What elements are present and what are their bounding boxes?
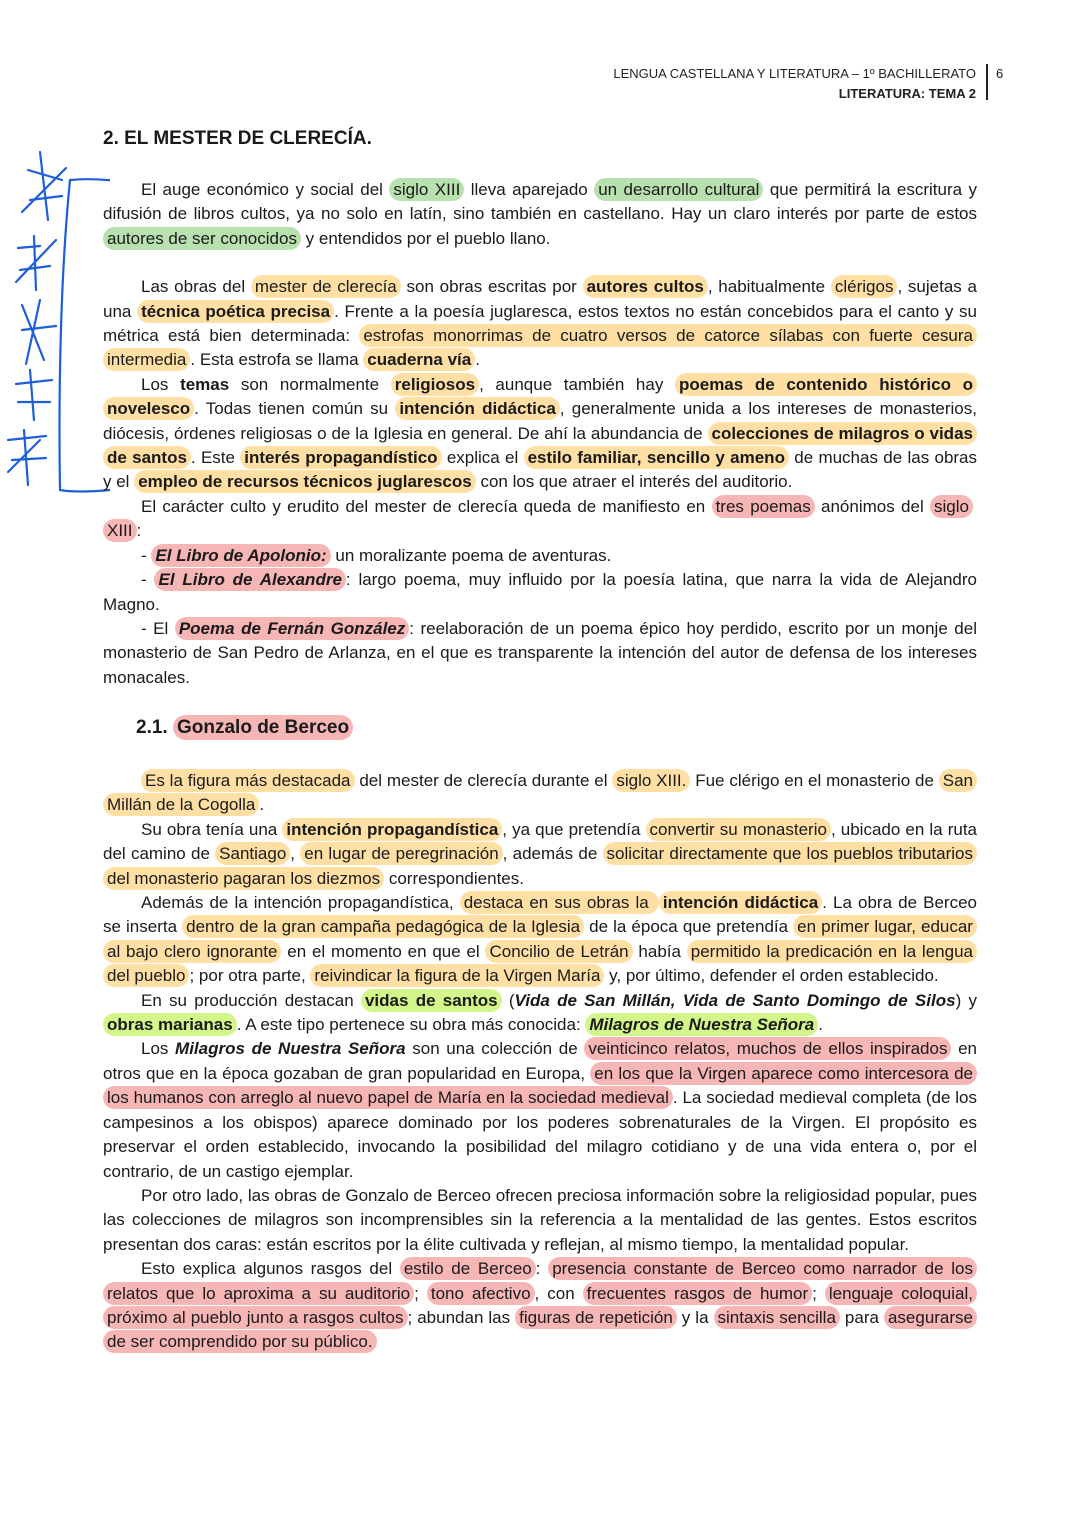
list-item: - El Libro de Alexandre : largo poema, muy influido por la poesía latina, que narra la vida de Alejandro Magno. [103, 570, 978, 614]
paragraph: El carácter culto y erudito del mester de clerecía queda de manifiesto en tres poemas anónimos del siglo XIII : [103, 495, 977, 544]
header-divider [986, 64, 988, 100]
paragraph: Por otro lado, las obras de Gonzalo de Berceo ofrecen preciosa información sobre la religiosidad popular, pues las colecciones de milagros son incomprensibles sin la referencia a la mentalidad de las gentes. Estos escritos presentan dos caras: están escritos por la élite cultivada y reflejan, al mismo tiempo, la mentalidad popular. [103, 1185, 977, 1254]
section-title: 2. EL MESTER DE CLERECÍA. [103, 128, 372, 149]
pen-annotation-icon [0, 140, 110, 500]
paragraph: En su producción destacan vidas de santos (Vida de San Millán, Vida de Santo Domingo de Silos) y obras marianas . A este tipo pertenece su obra más conocida: Milagros de Nuestra Señora . [103, 989, 977, 1038]
paragraph: Su obra tenía una intención propagandística , ya que pretendía convertir su monasterio , ubicado en la ruta del camino de Santiago , en lugar de peregrinación , además de solicitar directamente que los pueblos tributarios del monasterio pagaran los diezmos correspondientes. [103, 819, 978, 888]
paragraph: Es la figura más destacada del mester de clerecía durante el siglo XIII. Fue clérigo en el monasterio de San Millán de la Cogolla . [103, 769, 977, 818]
list-item: - El Poema de Fernán González : reelaboración de un poema épico hoy perdido, escrito por un monje del monasterio de San Pedro de Arlanza, en el que es transparente la intención del autor de defensa de los intereses monacales. [103, 618, 977, 687]
paragraph: Los temas son normalmente religiosos , aunque también hay poemas de contenido histórico o novelesco . Todas tienen común su intención didáctica , generalmente unida a los intereses de monasterios, diócesis, órdenes religiosas o de la Iglesia en general. De ahí la abundancia de colecciones de milagros o vidas de santos . Este interés propagandístico explica el estilo familiar, sencillo y ameno de muchas de las obras y el empleo de recursos técnicos juglarescos con los que atraer el interés del auditorio. [103, 374, 978, 492]
paragraph: El auge económico y social del siglo XIII lleva aparejado un desarrollo cultural que permitirá la escritura y difusión de libros cultos, ya no solo en latín, sino también en castellano. Hay un claro interés por parte de estos autores de ser conocidos y entendidos por el pueblo llano. [103, 180, 977, 248]
paragraph: Además de la intención propagandística, destaca en sus obras la intención didáctica . La obra de Berceo se inserta dentro de la gran campaña pedagógica de la Iglesia de la época que pretendía en primer lugar, educar al bajo clero ignorante en el momento en que el Concilio de Letrán había permitido la predicación en la lengua del pueblo ; por otra parte, reivindicar la figura de la Virgen María y, por último, defender el orden establecido. [103, 893, 977, 986]
page-header [476, 64, 976, 104]
list-item: - El Libro de Apolonio: un moralizante poema de aventuras. [141, 545, 612, 565]
page-number: 6 [996, 66, 1004, 81]
paragraph: Las obras del mester de clerecía son obras escritas por autores cultos , habitualmente clérigos , sujetas a una técnica poética precisa . Frente a la poesía juglaresca, estos textos no están concebidos para el canto y su métrica está bien determinada: estrofas monorrimas de cuatro versos de catorce sílabas con fuerte cesura intermedia . Esta estrofa se llama cuaderna vía . [103, 277, 978, 370]
header-topic: LITERATURA: TEMA 2 [838, 86, 976, 101]
paragraph: Esto explica algunos rasgos del estilo de Berceo : presencia constante de Berceo como narrador de los relatos que lo aproxima a su auditorio ; tono afectivo , con frecuentes rasgos de humor ; lenguaje coloquial, próximo al pueblo junto a rasgos cultos ; abundan las figuras de repetición y la sintaxis sencilla para asegurarse de ser comprendido por su público. [103, 1257, 977, 1355]
subsection-title: 2.1. Gonzalo de Berceo [136, 717, 353, 739]
header-course: LENGUA CASTELLANA Y LITERATURA – 1º BACHILLERATO [613, 66, 976, 81]
subsection-body [103, 769, 977, 1355]
section-body [103, 178, 977, 690]
paragraph: Los Milagros de Nuestra Señora son una colección de veinticinco relatos, muchos de ellos inspirados en otros que en la época gozaban de gran popularidad en Europa, en los que la Virgen aparece como intercesora de los humanos con arreglo al nuevo papel de María en la sociedad medieval . La sociedad medieval completa (de los campesinos a los obispos) aparece dominado por los poderes sobrenaturales de la Virgen. El propósito es preservar el orden establecido, invocando la posibilidad del milagro cotidiano y de una vida entera o, por el contrario, de un castigo ejemplar. [103, 1039, 978, 1181]
